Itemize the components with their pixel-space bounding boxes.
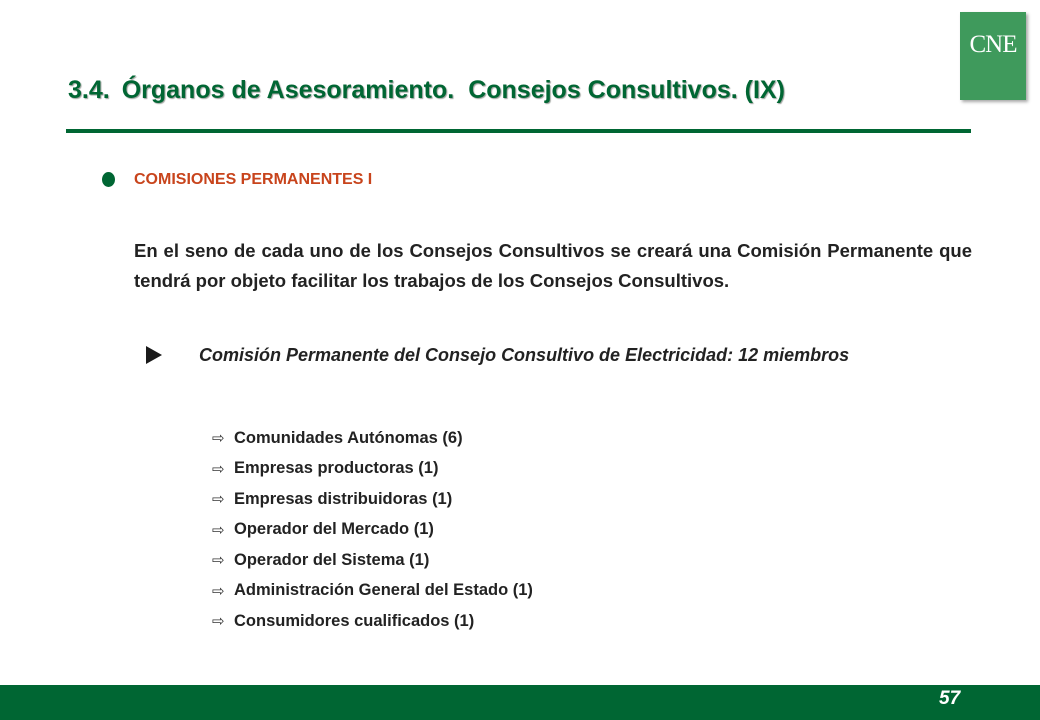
list-item-label: Comunidades Autónomas (6) [234, 428, 463, 447]
title-number: 3.4. [68, 76, 110, 104]
list-item [212, 423, 533, 454]
title-part1: Órganos de Asesoramiento. [121, 76, 455, 104]
subheading: Comisión Permanente del Consejo Consultivo de Electricidad: 12 miembros [199, 345, 850, 365]
outline-right-arrow-icon: ⇨ [212, 551, 225, 570]
slide-title [68, 76, 785, 105]
list-item [212, 515, 533, 546]
outline-right-arrow-icon: ⇨ [212, 490, 225, 509]
outline-right-arrow-icon: ⇨ [212, 429, 225, 448]
filled-circle-icon [102, 172, 115, 187]
list-item-label: Empresas distribuidoras (1) [234, 489, 453, 508]
list-item [212, 454, 533, 485]
list-item-label: Operador del Sistema (1) [234, 550, 430, 569]
title-part2: Consejos Consultivos. (IX) [468, 76, 785, 104]
footer-bar [0, 685, 1040, 720]
triangle-right-icon [146, 346, 162, 364]
list-item-label: Consumidores cualificados (1) [234, 611, 475, 630]
outline-right-arrow-icon: ⇨ [212, 581, 225, 600]
list-item [212, 545, 533, 576]
title-divider [66, 129, 971, 133]
outline-right-arrow-icon: ⇨ [212, 520, 225, 539]
list-item-label: Administración General del Estado (1) [234, 581, 533, 600]
outline-right-arrow-icon: ⇨ [212, 459, 225, 478]
cne-logo [960, 12, 1026, 100]
list-item-label: Empresas productoras (1) [234, 459, 439, 478]
list-item [212, 606, 533, 637]
outline-right-arrow-icon: ⇨ [212, 612, 225, 631]
list-item [212, 484, 533, 515]
list-item-label: Operador del Mercado (1) [234, 520, 434, 539]
intro-paragraph: En el seno de cada uno de los Consejos Consultivos se creará una Comisión Permanente que tendrá por objeto facilitar los trabajos de los Consejos Consultivos. [134, 240, 972, 291]
section-heading: COMISIONES PERMANENTES I [134, 171, 373, 188]
page-number: 57 [939, 688, 961, 709]
logo-text: CNE [969, 31, 1017, 58]
members-list [212, 423, 533, 637]
list-item [212, 576, 533, 607]
